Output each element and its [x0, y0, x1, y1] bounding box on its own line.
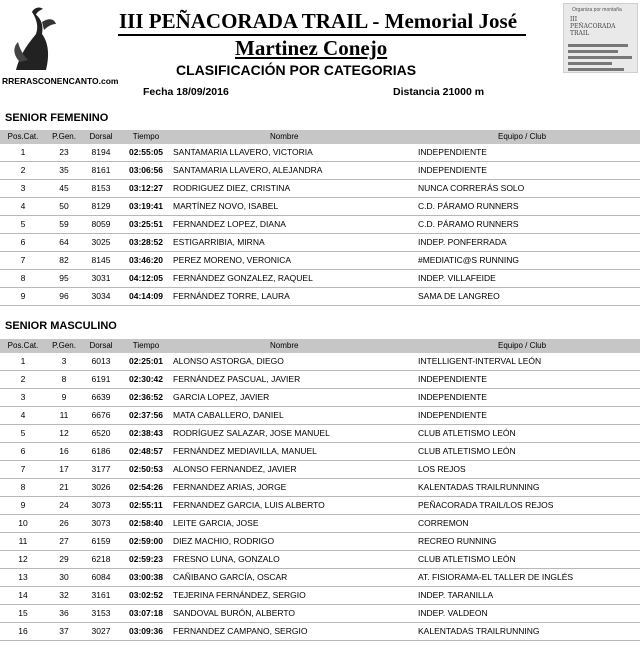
cell-gen: 11: [59, 410, 69, 420]
cell-pos: 15: [18, 608, 28, 618]
cell-nombre: TEJERINA FERNÁNDEZ, SERGIO: [173, 590, 306, 600]
header-equipo: Equipo / Club: [498, 132, 547, 141]
results-table-senior-masculino: [0, 339, 640, 641]
cell-dorsal: 8059: [91, 219, 111, 229]
cell-equipo: INDEP. TARANILLA: [418, 590, 494, 600]
cell-tiempo: 03:19:41: [128, 201, 164, 211]
cell-gen: 64: [59, 237, 69, 247]
cell-gen: 36: [59, 608, 69, 618]
poster-top-text: Organiza por montaña: [572, 7, 622, 13]
cell-dorsal: 6084: [91, 572, 111, 582]
cell-dorsal: 3177: [91, 464, 111, 474]
cell-gen: 29: [59, 554, 69, 564]
cell-dorsal: 6013: [91, 356, 111, 366]
cell-nombre: LEITE GARCIA, JOSE: [173, 518, 259, 528]
cell-nombre: FERNÁNDEZ GONZALEZ, RAQUEL: [173, 273, 313, 283]
cell-tiempo: 03:28:52: [128, 237, 164, 247]
results-table-senior-femenino: [0, 130, 640, 306]
cell-tiempo: 02:58:40: [128, 518, 164, 528]
cell-pos: 16: [18, 626, 28, 636]
cell-gen: 17: [59, 464, 69, 474]
poster-text-line: [568, 62, 612, 65]
cell-tiempo: 03:06:56: [128, 165, 164, 175]
cell-nombre: FERNÁNDEZ TORRE, LAURA: [173, 291, 290, 301]
cell-nombre: CAÑIBANO GARCÍA, OSCAR: [173, 572, 288, 582]
cell-gen: 96: [59, 291, 69, 301]
cell-nombre: FERNANDEZ GARCIA, LUIS ALBERTO: [173, 500, 325, 510]
cell-nombre: MARTÍNEZ NOVO, ISABEL: [173, 201, 279, 211]
cell-dorsal: 3073: [91, 500, 111, 510]
cell-tiempo: 03:07:18: [128, 608, 164, 618]
cell-gen: 35: [59, 165, 69, 175]
cell-tiempo: 02:36:52: [128, 392, 164, 402]
cell-dorsal: 6191: [91, 374, 111, 384]
category-heading: SENIOR MASCULINO: [5, 320, 117, 332]
table-row: [0, 533, 640, 551]
cell-nombre: FERNÁNDEZ MEDIAVILLA, MANUEL: [173, 446, 317, 456]
cell-equipo: CLUB ATLETISMO LEÓN: [418, 554, 516, 564]
table-row: [0, 270, 640, 288]
table-row: [0, 162, 640, 180]
logo-text: RRERASCONENCANTO.com: [2, 76, 119, 86]
organizer-logo: [2, 4, 119, 86]
cell-equipo: LOS REJOS: [418, 464, 466, 474]
cell-dorsal: 6639: [91, 392, 111, 402]
cell-equipo: CLUB ATLETISMO LEÓN: [418, 446, 516, 456]
runner-logo-icon: [6, 4, 66, 74]
cell-equipo: #MEDIATIC@S RUNNING: [418, 255, 520, 265]
cell-gen: 26: [59, 518, 69, 528]
cell-pos: 4: [20, 410, 26, 420]
cell-dorsal: 3026: [91, 482, 111, 492]
cell-pos: 2: [20, 374, 26, 384]
poster-title-line: III: [570, 16, 578, 23]
poster-text-line: [568, 44, 628, 47]
cell-pos: 6: [20, 237, 26, 247]
cell-pos: 9: [20, 500, 26, 510]
cell-pos: 1: [20, 356, 26, 366]
cell-nombre: SANTAMARIA LLAVERO, ALEJANDRA: [173, 165, 323, 175]
cell-tiempo: 03:02:52: [128, 590, 164, 600]
table-row: [0, 461, 640, 479]
cell-gen: 32: [59, 590, 69, 600]
cell-tiempo: 02:59:00: [128, 536, 164, 546]
cell-gen: 16: [59, 446, 69, 456]
cell-dorsal: 3027: [91, 626, 111, 636]
cell-nombre: RODRIGUEZ DIEZ, CRISTINA: [173, 183, 291, 193]
table-header: [0, 130, 640, 144]
cell-tiempo: 02:59:23: [128, 554, 164, 564]
cell-tiempo: 03:09:36: [128, 626, 164, 636]
cell-tiempo: 02:37:56: [128, 410, 164, 420]
cell-equipo: PEÑACORADA TRAIL/LOS REJOS: [418, 500, 554, 510]
cell-nombre: ESTIGARRIBIA, MIRNA: [173, 237, 265, 247]
cell-dorsal: 3034: [91, 291, 111, 301]
cell-gen: 95: [59, 273, 69, 283]
header-tiempo: Tiempo: [132, 132, 160, 141]
cell-equipo: INDEP. VALDEON: [418, 608, 488, 618]
cell-dorsal: 6218: [91, 554, 111, 564]
cell-gen: 12: [59, 428, 69, 438]
cell-pos: 13: [18, 572, 28, 582]
cell-equipo: RECREO RUNNING: [418, 536, 497, 546]
table-row: [0, 180, 640, 198]
cell-nombre: DIEZ MACHIO, RODRIGO: [173, 536, 275, 546]
cell-nombre: SANTAMARIA LLAVERO, VICTORIA: [173, 147, 313, 157]
cell-nombre: PEREZ MORENO, VERONICA: [173, 255, 292, 265]
table-row: [0, 587, 640, 605]
cell-equipo: INDEPENDIENTE: [418, 392, 487, 402]
table-row: [0, 389, 640, 407]
cell-tiempo: 04:14:09: [128, 291, 164, 301]
cell-pos: 2: [20, 165, 26, 175]
cell-pos: 6: [20, 446, 26, 456]
cell-gen: 8: [61, 374, 67, 384]
cell-tiempo: 04:12:05: [128, 273, 164, 283]
cell-tiempo: 02:25:01: [128, 356, 164, 366]
table-row: [0, 198, 640, 216]
cell-dorsal: 6520: [91, 428, 111, 438]
table-row: [0, 144, 640, 162]
cell-equipo: CORREMON: [418, 518, 469, 528]
cell-tiempo: 03:46:20: [128, 255, 164, 265]
cell-dorsal: 8161: [91, 165, 111, 175]
poster-text-line: [568, 68, 624, 71]
cell-nombre: FRESNO LUNA, GONZALO: [173, 554, 280, 564]
cell-dorsal: 3025: [91, 237, 111, 247]
cell-tiempo: 02:55:05: [128, 147, 164, 157]
page-title-line2: Martinez Conejo: [235, 36, 388, 60]
table-row: [0, 371, 640, 389]
cell-gen: 45: [59, 183, 69, 193]
cell-pos: 8: [20, 273, 26, 283]
table-row: [0, 623, 640, 641]
cell-gen: 23: [59, 147, 69, 157]
cell-pos: 12: [18, 554, 28, 564]
cell-pos: 11: [18, 536, 28, 546]
cell-equipo: C.D. PÁRAMO RUNNERS: [418, 219, 519, 229]
table-row: [0, 234, 640, 252]
race-distance: Distancia 21000 m: [393, 86, 485, 98]
cell-equipo: AT. FISIORAMA-EL TALLER DE INGLÉS: [418, 572, 574, 582]
cell-dorsal: 3031: [91, 273, 111, 283]
poster-text-line: [568, 56, 632, 59]
table-row: [0, 252, 640, 270]
table-row: [0, 425, 640, 443]
table-row: [0, 551, 640, 569]
cell-nombre: ALONSO ASTORGA, DIEGO: [173, 356, 284, 366]
cell-gen: 30: [59, 572, 69, 582]
cell-dorsal: 3073: [91, 518, 111, 528]
cell-gen: 21: [59, 482, 69, 492]
cell-equipo: INDEP. PONFERRADA: [418, 237, 507, 247]
cell-dorsal: 8194: [91, 147, 111, 157]
cell-nombre: FERNÁNDEZ PASCUAL, JAVIER: [173, 374, 301, 384]
cell-dorsal: 3161: [91, 590, 111, 600]
poster-title: [570, 16, 616, 37]
cell-tiempo: 02:50:53: [128, 464, 164, 474]
cell-pos: 1: [20, 147, 26, 157]
table-row: [0, 497, 640, 515]
cell-gen: 50: [59, 201, 69, 211]
cell-gen: 27: [59, 536, 69, 546]
cell-dorsal: 8145: [91, 255, 111, 265]
cell-pos: 7: [20, 255, 26, 265]
cell-pos: 5: [20, 428, 26, 438]
cell-nombre: MATA CABALLERO, DANIEL: [173, 410, 284, 420]
cell-nombre: FERNANDEZ LOPEZ, DIANA: [173, 219, 286, 229]
cell-dorsal: 6676: [91, 410, 111, 420]
cell-dorsal: 6186: [91, 446, 111, 456]
table-row: [0, 407, 640, 425]
category-heading: SENIOR FEMENINO: [5, 112, 109, 124]
header-tiempo: Tiempo: [132, 341, 160, 350]
cell-nombre: FERNANDEZ CAMPANO, SERGIO: [173, 626, 308, 636]
cell-gen: 24: [59, 500, 69, 510]
cell-equipo: INDEP. VILLAFEIDE: [418, 273, 496, 283]
page-subtitle: CLASIFICACIÓN POR CATEGORIAS: [176, 62, 417, 78]
cell-gen: 59: [59, 219, 69, 229]
cell-dorsal: 3153: [91, 608, 111, 618]
cell-tiempo: 03:00:38: [128, 572, 164, 582]
poster-text-line: [568, 50, 618, 53]
cell-equipo: INDEPENDIENTE: [418, 165, 487, 175]
table-row: [0, 216, 640, 234]
event-poster: [563, 3, 638, 73]
header-dorsal: Dorsal: [89, 132, 113, 141]
cell-dorsal: 8129: [91, 201, 111, 211]
cell-equipo: INTELLIGENT-INTERVAL LEÓN: [418, 356, 542, 366]
cell-equipo: KALENTADAS TRAILRUNNING: [418, 626, 540, 636]
header-nombre: Nombre: [270, 132, 299, 141]
cell-tiempo: 02:30:42: [128, 374, 164, 384]
cell-equipo: INDEPENDIENTE: [418, 147, 487, 157]
cell-pos: 3: [20, 392, 26, 402]
table-row: [0, 443, 640, 461]
table-header: [0, 339, 640, 353]
header-dorsal: Dorsal: [89, 341, 113, 350]
cell-tiempo: 02:48:57: [128, 446, 164, 456]
header-gen: P.Gen.: [52, 341, 76, 350]
table-row: [0, 479, 640, 497]
poster-title-line: PEÑACORADA: [570, 23, 616, 30]
header-pos: Pos.Cat.: [7, 132, 39, 141]
header-pos: Pos.Cat.: [7, 341, 39, 350]
header-equipo: Equipo / Club: [498, 341, 547, 350]
cell-equipo: KALENTADAS TRAILRUNNING: [418, 482, 540, 492]
cell-gen: 82: [59, 255, 69, 265]
cell-equipo: SAMA DE LANGREO: [418, 291, 500, 301]
cell-equipo: INDEPENDIENTE: [418, 410, 487, 420]
cell-equipo: CLUB ATLETISMO LEÓN: [418, 428, 516, 438]
table-row: [0, 353, 640, 371]
cell-gen: 37: [59, 626, 69, 636]
cell-tiempo: 02:54:26: [128, 482, 164, 492]
cell-gen: 3: [61, 356, 67, 366]
cell-pos: 9: [20, 291, 26, 301]
header-gen: P.Gen.: [52, 132, 76, 141]
cell-pos: 7: [20, 464, 26, 474]
cell-equipo: NUNCA CORRERÁS SOLO: [418, 183, 525, 193]
cell-dorsal: 8153: [91, 183, 111, 193]
cell-pos: 3: [20, 183, 26, 193]
cell-pos: 10: [18, 518, 28, 528]
cell-nombre: SANDOVAL BURÓN, ALBERTO: [173, 608, 296, 618]
cell-gen: 9: [61, 392, 67, 402]
cell-equipo: INDEPENDIENTE: [418, 374, 487, 384]
cell-nombre: ALONSO FERNANDEZ, JAVIER: [173, 464, 297, 474]
table-row: [0, 569, 640, 587]
table-row: [0, 605, 640, 623]
poster-title-line: TRAIL: [570, 30, 590, 37]
table-row: [0, 515, 640, 533]
cell-tiempo: 02:55:11: [129, 500, 163, 510]
cell-nombre: FERNANDEZ ARIAS, JORGE: [173, 482, 287, 492]
cell-equipo: C.D. PÁRAMO RUNNERS: [418, 201, 519, 211]
page-title: III PEÑACORADA TRAIL - Memorial José: [118, 9, 518, 33]
cell-pos: 14: [18, 590, 28, 600]
cell-nombre: RODRÍGUEZ SALAZAR, JOSE MANUEL: [173, 428, 330, 438]
race-date: Fecha 18/09/2016: [143, 86, 229, 98]
cell-dorsal: 6159: [91, 536, 111, 546]
cell-tiempo: 03:25:51: [128, 219, 164, 229]
cell-nombre: GARCIA LOPEZ, JAVIER: [173, 392, 270, 402]
cell-tiempo: 02:38:43: [128, 428, 164, 438]
cell-pos: 5: [20, 219, 26, 229]
cell-tiempo: 03:12:27: [128, 183, 164, 193]
cell-pos: 8: [20, 482, 26, 492]
header-nombre: Nombre: [270, 341, 299, 350]
cell-pos: 4: [20, 201, 26, 211]
table-row: [0, 288, 640, 306]
